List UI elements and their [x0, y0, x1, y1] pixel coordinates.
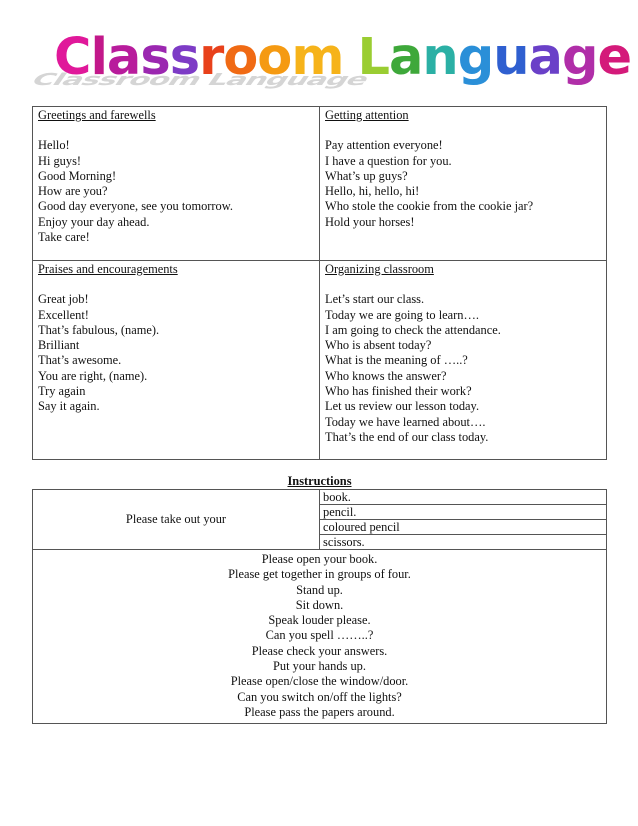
- phrase-line: I have a question for you.: [325, 153, 452, 168]
- page-title: [54, 28, 631, 88]
- phrase-line: Take care!: [38, 230, 90, 245]
- phrase-line: Pay attention everyone!: [325, 138, 443, 153]
- phrase-line: Can you switch on/off the lights?: [237, 689, 402, 704]
- phrase-list: [38, 138, 314, 245]
- phrase-list: [38, 292, 314, 414]
- phrase-line: Brilliant: [38, 338, 80, 353]
- section-greetings: [33, 107, 320, 261]
- instructions-table: [32, 489, 607, 724]
- phrase-line: Put your hands up.: [273, 659, 366, 674]
- title-letter: a: [106, 28, 141, 87]
- title-letter: a: [528, 28, 562, 87]
- title-letter: u: [493, 28, 529, 87]
- phrase-line: Who stole the cookie from the cookie jar?: [325, 199, 534, 214]
- title-letter: s: [140, 28, 170, 87]
- phrase-line: That’s fabulous, (name).: [38, 322, 160, 337]
- phrase-line: How are you?: [38, 184, 108, 199]
- phrase-line: Enjoy your day ahead.: [38, 214, 150, 229]
- phrase-list: [325, 292, 601, 445]
- phrase-line: Please open your book.: [261, 552, 378, 566]
- phrase-line: That’s awesome.: [38, 353, 122, 368]
- section-heading: Getting attention: [325, 108, 409, 122]
- phrase-line: Excellent!: [38, 307, 89, 322]
- phrase-line: Good Morning!: [38, 168, 117, 183]
- phrase-list: [325, 138, 601, 230]
- section-praises: [33, 261, 320, 460]
- instruction-option: scissors.: [320, 535, 607, 550]
- phrase-line: Stand up.: [296, 582, 343, 597]
- title-letter: C: [54, 28, 91, 87]
- phrase-line: Today we have learned about….: [325, 414, 486, 429]
- phrase-line: Let us review our lesson today.: [325, 399, 480, 414]
- phrase-line: Today we are going to learn….: [325, 307, 479, 322]
- instruction-option: pencil.: [320, 505, 607, 520]
- phrase-line: I am going to check the attendance.: [325, 322, 501, 337]
- section-organizing: [320, 261, 607, 460]
- title-letter: o: [223, 28, 258, 87]
- title-letter: L: [357, 28, 389, 87]
- section-heading: Praises and encouragements: [38, 262, 178, 276]
- phrase-line: Let’s start our class.: [325, 292, 425, 307]
- phrase-line: Speak louder please.: [268, 613, 371, 628]
- title-letter: l: [90, 28, 107, 87]
- title-letter: s: [169, 28, 200, 87]
- page-title-wordart: [26, 28, 632, 98]
- phrase-line: Can you spell ……..?: [265, 628, 374, 643]
- title-letter: o: [257, 28, 292, 87]
- phrase-line: Hello!: [38, 138, 70, 153]
- phrase-line: Great job!: [38, 292, 89, 307]
- title-letter: n: [422, 28, 458, 87]
- phrase-grid: [32, 106, 607, 460]
- phrase-line: Try again: [38, 384, 86, 399]
- title-letter: e: [597, 28, 632, 87]
- phrase-line: You are right, (name).: [38, 368, 148, 383]
- instruction-prompt: Please take out your: [33, 490, 320, 550]
- title-letter: a: [388, 28, 423, 87]
- phrase-line: Hello, hi, hello, hi!: [325, 184, 420, 199]
- title-letter: g: [561, 28, 598, 87]
- phrase-line: Please check your answers.: [251, 643, 388, 658]
- instructions-title: Instructions: [287, 474, 352, 488]
- phrase-line: Who is absent today?: [325, 338, 432, 353]
- phrase-line: Who has finished their work?: [325, 384, 472, 399]
- phrase-line: What is the meaning of …..?: [325, 353, 468, 368]
- instruction-list-cell: [33, 550, 607, 724]
- instruction-option: coloured pencil: [320, 520, 607, 535]
- section-attention: [320, 107, 607, 261]
- instruction-list: [36, 552, 603, 720]
- title-letter: g: [457, 28, 494, 87]
- phrase-line: Say it again.: [38, 399, 100, 414]
- section-heading: Greetings and farewells: [38, 108, 156, 122]
- instruction-option: book.: [320, 490, 607, 505]
- phrase-line: Who knows the answer?: [325, 368, 447, 383]
- phrase-line: That’s the end of our class today.: [325, 429, 489, 444]
- title-shadow: Classroom Language: [26, 70, 374, 90]
- phrase-line: Please get together in groups of four.: [228, 567, 411, 582]
- title-letter: r: [199, 28, 224, 87]
- section-heading: Organizing classroom: [325, 262, 434, 276]
- phrase-line: Good day everyone, see you tomorrow.: [38, 199, 233, 214]
- title-letter: m: [291, 28, 344, 87]
- phrase-line: Please pass the papers around.: [244, 704, 395, 719]
- phrase-line: What’s up guys?: [325, 168, 408, 183]
- phrase-line: Sit down.: [295, 597, 344, 612]
- phrase-line: Please open/close the window/door.: [230, 674, 409, 689]
- phrase-line: Hi guys!: [38, 153, 82, 168]
- phrase-line: Hold your horses!: [325, 214, 415, 229]
